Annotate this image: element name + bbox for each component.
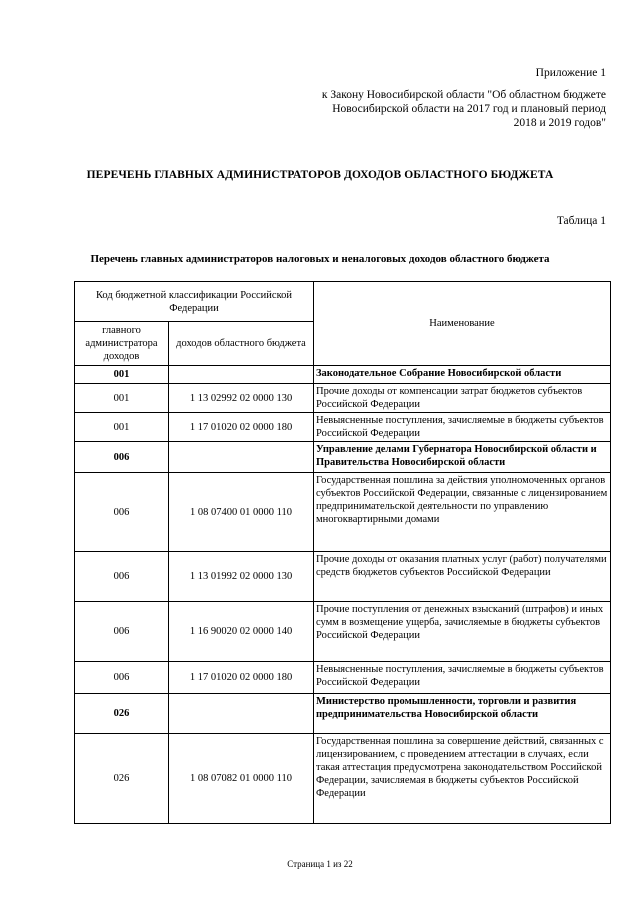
table-row bbox=[75, 694, 611, 734]
income-code-cell: 1 08 07400 01 0000 110 bbox=[169, 473, 314, 552]
admin-code-cell: 001 bbox=[75, 413, 169, 442]
admin-code-cell: 026 bbox=[75, 734, 169, 824]
name-cell: Прочие доходы от компенсации затрат бюджетов субъектов Российской Федерации bbox=[314, 384, 611, 413]
table-row bbox=[75, 442, 611, 473]
income-code-cell: 1 08 07082 01 0000 110 bbox=[169, 734, 314, 824]
name-cell: Государственная пошлина за действия уполномоченных органов субъектов Российской Федерации, связанные с лицензированием предпринимательской деятельности по управлению многоквартирными домами bbox=[314, 473, 611, 552]
name-cell: Невыясненные поступления, зачисляемые в бюджеты субъектов Российской Федерации bbox=[314, 413, 611, 442]
table-row bbox=[75, 734, 611, 824]
income-code-cell: 1 16 90020 02 0000 140 bbox=[169, 602, 314, 662]
name-cell: Управление делами Губернатора Новосибирской области и Правительства Новосибирской области bbox=[314, 442, 611, 473]
name-cell: Прочие доходы от оказания платных услуг (работ) получателями средств бюджетов субъектов Российской Федерации bbox=[314, 552, 611, 602]
name-cell: Государственная пошлина за совершение действий, связанных с лицензированием, с проведением аттестации в случаях, если такая аттестация предусмотрена законодательством Российской Федерации, зачисляемая в бюджеты субъектов Российской Федерации bbox=[314, 734, 611, 824]
admin-code-cell: 006 bbox=[75, 602, 169, 662]
income-code-cell: 1 13 01992 02 0000 130 bbox=[169, 552, 314, 602]
table-header bbox=[75, 282, 611, 366]
admin-code-cell: 026 bbox=[75, 694, 169, 734]
law-reference-line: 2018 и 2019 годов" bbox=[513, 117, 606, 129]
income-code-cell: 1 17 01020 02 0000 180 bbox=[169, 413, 314, 442]
header-code-group: Код бюджетной классификации Российской Федерации bbox=[75, 282, 314, 322]
income-code-cell: 1 17 01020 02 0000 180 bbox=[169, 662, 314, 694]
admin-code-cell: 006 bbox=[75, 473, 169, 552]
name-cell: Законодательное Собрание Новосибирской области bbox=[314, 366, 611, 384]
table-row bbox=[75, 602, 611, 662]
appendix-number: Приложение 1 bbox=[535, 67, 606, 79]
name-cell: Министерство промышленности, торговли и развития предпринимательства Новосибирской области bbox=[314, 694, 611, 734]
income-code-cell bbox=[169, 366, 314, 384]
header-name: Наименование bbox=[314, 282, 611, 366]
table-row bbox=[75, 473, 611, 552]
name-cell: Невыясненные поступления, зачисляемые в бюджеты субъектов Российской Федерации bbox=[314, 662, 611, 694]
name-cell: Прочие поступления от денежных взысканий (штрафов) и иных сумм в возмещение ущерба, зачисляемые в бюджеты субъектов Российской Федерации bbox=[314, 602, 611, 662]
admin-code-cell: 001 bbox=[75, 384, 169, 413]
table-row bbox=[75, 552, 611, 602]
appendix-header bbox=[322, 66, 606, 130]
administrators-table bbox=[74, 281, 611, 824]
income-code-cell: 1 13 02992 02 0000 130 bbox=[169, 384, 314, 413]
income-code-cell bbox=[169, 694, 314, 734]
income-code-cell bbox=[169, 442, 314, 473]
law-reference-line: к Закону Новосибирской области "Об областном бюджете bbox=[321, 89, 606, 101]
admin-code-cell: 006 bbox=[75, 662, 169, 694]
table-caption: Перечень главных администраторов налоговых и неналоговых доходов областного бюджета bbox=[90, 253, 550, 265]
table-row bbox=[75, 366, 611, 384]
law-reference-line: Новосибирской области на 2017 год и плановый период bbox=[332, 103, 606, 115]
header-admin-code: главного администратора доходов bbox=[75, 322, 169, 366]
document-title: ПЕРЕЧЕНЬ ГЛАВНЫХ АДМИНИСТРАТОРОВ ДОХОДОВ ОБЛАСТНОГО БЮДЖЕТА bbox=[86, 169, 554, 181]
admin-code-cell: 001 bbox=[75, 366, 169, 384]
header-income-code: доходов областного бюджета bbox=[169, 322, 314, 366]
table-row bbox=[75, 384, 611, 413]
admin-code-cell: 006 bbox=[75, 442, 169, 473]
table-row bbox=[75, 662, 611, 694]
admin-code-cell: 006 bbox=[75, 552, 169, 602]
table-row bbox=[75, 413, 611, 442]
table-number: Таблица 1 bbox=[556, 215, 606, 227]
page-footer: Страница 1 из 22 bbox=[287, 859, 353, 869]
